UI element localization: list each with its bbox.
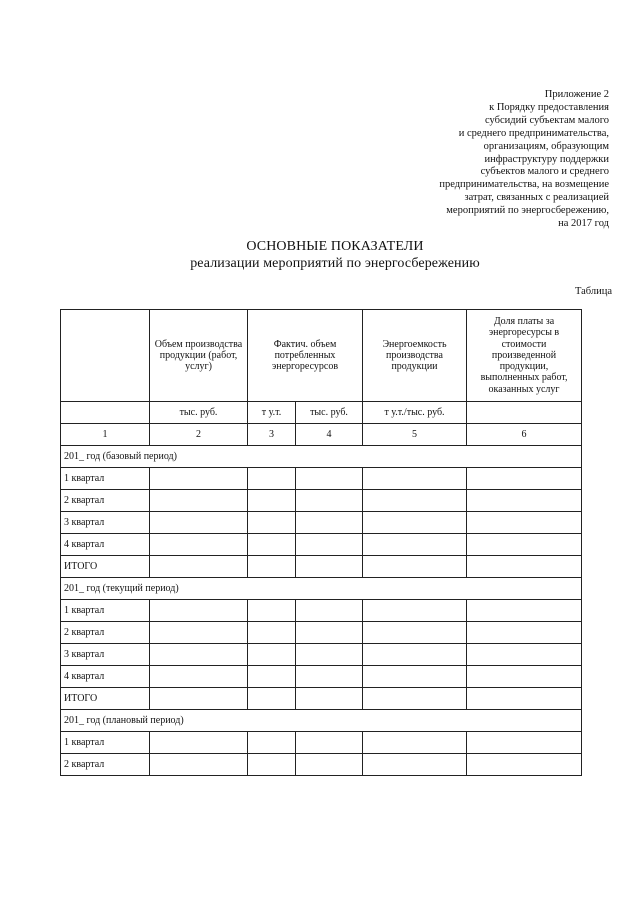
- value-cell: [150, 666, 248, 688]
- row-label: ИТОГО: [61, 556, 150, 578]
- value-cell: [363, 644, 467, 666]
- table-row: [61, 688, 582, 710]
- value-cell: [150, 622, 248, 644]
- appendix-note: [379, 89, 609, 231]
- title-line-1: ОСНОВНЫЕ ПОКАЗАТЕЛИ: [246, 239, 424, 254]
- appendix-line: на 2017 год: [558, 218, 609, 230]
- header-cell-empty: [61, 310, 150, 402]
- value-cell: [467, 754, 582, 776]
- value-cell: [467, 600, 582, 622]
- value-cell: [363, 732, 467, 754]
- table-row: [61, 600, 582, 622]
- value-cell: [248, 688, 296, 710]
- period-section-title: 201_ год (текущий период): [61, 578, 582, 600]
- period-section-title: 201_ год (плановый период): [61, 710, 582, 732]
- value-cell: [296, 468, 363, 490]
- appendix-line: предпринимательства, на возмещение: [439, 179, 609, 191]
- table-caption: Таблица: [574, 286, 612, 297]
- appendix-line: мероприятий по энергосбережению,: [446, 205, 609, 217]
- value-cell: [467, 644, 582, 666]
- row-label: 1 квартал: [61, 468, 150, 490]
- header-share: Доля платы за энергоресурсы в стоимости произведенной продукции, выполненных работ, оказанных услуг: [467, 310, 582, 402]
- column-number: 5: [363, 424, 467, 446]
- value-cell: [363, 666, 467, 688]
- value-cell: [363, 468, 467, 490]
- row-label: 4 квартал: [61, 534, 150, 556]
- value-cell: [248, 534, 296, 556]
- value-cell: [150, 688, 248, 710]
- value-cell: [248, 666, 296, 688]
- value-cell: [248, 644, 296, 666]
- column-number: 1: [61, 424, 150, 446]
- value-cell: [467, 666, 582, 688]
- column-number: 6: [467, 424, 582, 446]
- unit-consumed-rub: тыс. руб.: [296, 402, 363, 424]
- row-label: 4 квартал: [61, 666, 150, 688]
- table-row: [61, 534, 582, 556]
- value-cell: [150, 556, 248, 578]
- table-row: [61, 644, 582, 666]
- value-cell: [248, 732, 296, 754]
- value-cell: [296, 600, 363, 622]
- document-title: [0, 238, 640, 272]
- value-cell: [248, 754, 296, 776]
- unit-intensity: т у.т./тыс. руб.: [363, 402, 467, 424]
- value-cell: [296, 754, 363, 776]
- value-cell: [363, 622, 467, 644]
- row-label: 3 квартал: [61, 512, 150, 534]
- value-cell: [248, 600, 296, 622]
- value-cell: [248, 622, 296, 644]
- value-cell: [296, 666, 363, 688]
- appendix-line: к Порядку предоставления: [489, 101, 609, 113]
- appendix-line: Приложение 2: [544, 89, 609, 100]
- row-label: 3 квартал: [61, 644, 150, 666]
- value-cell: [150, 534, 248, 556]
- value-cell: [363, 754, 467, 776]
- value-cell: [150, 644, 248, 666]
- column-number: 4: [296, 424, 363, 446]
- table-row: [61, 754, 582, 776]
- value-cell: [296, 622, 363, 644]
- period-section-title: 201_ год (базовый период): [61, 446, 582, 468]
- header-intensity: Энергоемкость производства продукции: [363, 310, 467, 402]
- value-cell: [150, 732, 248, 754]
- appendix-line: затрат, связанных с реализацией: [464, 192, 609, 204]
- value-cell: [363, 556, 467, 578]
- value-cell: [150, 468, 248, 490]
- row-label: 2 квартал: [61, 754, 150, 776]
- value-cell: [363, 600, 467, 622]
- value-cell: [296, 644, 363, 666]
- indicators-table: [60, 309, 582, 776]
- unit-cell-empty: [61, 402, 150, 424]
- value-cell: [467, 732, 582, 754]
- row-label: 1 квартал: [61, 732, 150, 754]
- table-row: [61, 666, 582, 688]
- value-cell: [296, 688, 363, 710]
- value-cell: [248, 556, 296, 578]
- column-number: 3: [248, 424, 296, 446]
- table-row: [61, 622, 582, 644]
- unit-consumed-tut: т у.т.: [248, 402, 296, 424]
- value-cell: [467, 534, 582, 556]
- value-cell: [296, 556, 363, 578]
- row-label: 1 квартал: [61, 600, 150, 622]
- row-label: 2 квартал: [61, 490, 150, 512]
- value-cell: [150, 600, 248, 622]
- units-row: [61, 402, 582, 424]
- table-row: [61, 512, 582, 534]
- value-cell: [467, 512, 582, 534]
- table-header-row: [61, 310, 582, 402]
- row-label: 2 квартал: [61, 622, 150, 644]
- appendix-line: субсидий субъектам малого: [485, 114, 609, 126]
- row-label: ИТОГО: [61, 688, 150, 710]
- value-cell: [248, 490, 296, 512]
- value-cell: [363, 490, 467, 512]
- appendix-line: и среднего предпринимательства,: [458, 127, 609, 139]
- unit-output: тыс. руб.: [150, 402, 248, 424]
- header-consumed: Фактич. объем потребленных энергоресурсов: [248, 310, 363, 402]
- appendix-line: инфраструктуру поддержки: [484, 153, 609, 165]
- period-section-row: [61, 578, 582, 600]
- value-cell: [248, 468, 296, 490]
- value-cell: [150, 754, 248, 776]
- value-cell: [467, 688, 582, 710]
- value-cell: [296, 732, 363, 754]
- value-cell: [467, 468, 582, 490]
- value-cell: [363, 512, 467, 534]
- value-cell: [467, 556, 582, 578]
- value-cell: [150, 512, 248, 534]
- column-numbers-row: [61, 424, 582, 446]
- appendix-line: организациям, образующим: [483, 140, 609, 152]
- header-output: Объем производства продукции (работ, услуг): [150, 310, 248, 402]
- table-row: [61, 732, 582, 754]
- value-cell: [363, 534, 467, 556]
- value-cell: [150, 490, 248, 512]
- column-number: 2: [150, 424, 248, 446]
- table-row: [61, 556, 582, 578]
- appendix-line: субъектов малого и среднего: [480, 166, 609, 178]
- value-cell: [296, 490, 363, 512]
- value-cell: [363, 688, 467, 710]
- value-cell: [296, 512, 363, 534]
- period-section-row: [61, 446, 582, 468]
- table-row: [61, 490, 582, 512]
- title-line-2: реализации мероприятий по энергосбережению: [190, 256, 480, 271]
- period-section-row: [61, 710, 582, 732]
- unit-cell-empty: [467, 402, 582, 424]
- value-cell: [248, 512, 296, 534]
- value-cell: [467, 622, 582, 644]
- value-cell: [467, 490, 582, 512]
- value-cell: [296, 534, 363, 556]
- table-row: [61, 468, 582, 490]
